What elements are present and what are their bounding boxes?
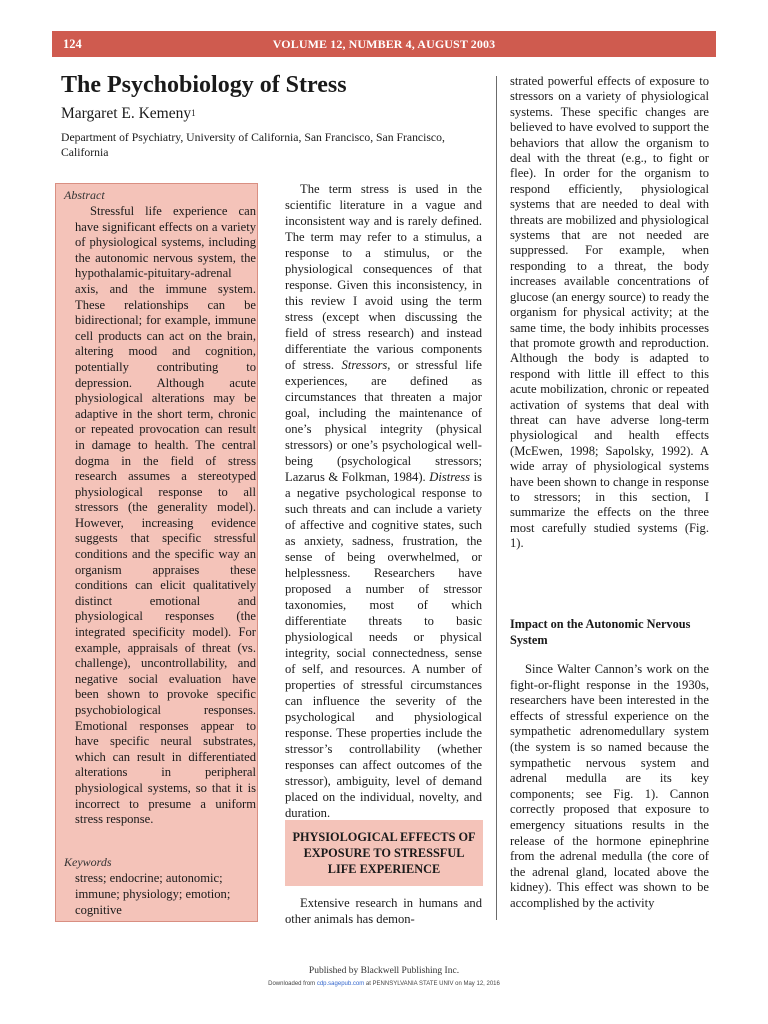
section-paragraph-start: Extensive research in humans and other animals has demon-	[285, 896, 482, 926]
author-affiliation: Department of Psychiatry, University of California, San Francisco, San Francisco, California	[61, 131, 445, 159]
body-column-2-intro	[285, 181, 482, 821]
autonomic-paragraph: Since Walter Cannon’s work on the fight-or-flight response in the 1930s, researchers have been interested in the effects of stressful experience on the sympathetic adrenomedullary system (the system is so named because the sympathetic nervous system and adrenal medulla are its key components; see Fig. 1). Cannon correctly proposed that exposure to emergency situations results in the release of the hormone epinephrine from the adrenal medulla (the core of the adrenal gland, located above the kidney). This effect was shown to be accomplished by the activity	[510, 662, 709, 910]
body-column-3-paragraph: strated powerful effects of exposure to stressors on a variety of physiological systems. These specific changes are believed to have evolved to support the behaviors that allow the organism to deal with the threat (e.g., to fight or flee). In order for the organism to respond efficiently, physiological systems that are needed to deal with threats are mobilized and physiological systems that are not needed are suppressed. For example, when responding to a threat, the body increases available concentrations of glucose (an energy source) to ready the organism for physical activity; at the same time, the body inhibits processes that promote growth and reproduction. Although the body is adapted to respond with little ill effect to this acute mobilization, chronic or repeated activation of systems that deal with threat can have adverse long-term physiological and health effects (McEwen, 1998; Sapolsky, 1992). A wide array of physiological systems have been shown to change in response to stressors; in this section, I summarize the effects on the three most carefully studied systems (Fig. 1).	[510, 74, 709, 551]
article-title: The Psychobiology of Stress	[61, 72, 347, 98]
author-footnote-mark: 1	[191, 108, 196, 118]
author-name: Margaret E. Kemeny	[61, 105, 192, 122]
term-stressors: Stressors	[341, 358, 388, 372]
abstract-heading: Abstract	[64, 188, 105, 202]
download-link[interactable]: cdp.sagepub.com	[316, 981, 365, 987]
issue-info: VOLUME 12, NUMBER 4, AUGUST 2003	[272, 36, 496, 51]
download-prefix: Downloaded from	[268, 981, 317, 987]
page-number: 124	[63, 36, 82, 51]
publisher-note: Published by Blackwell Publishing Inc.	[308, 966, 460, 976]
section-heading: PHYSIOLOGICAL EFFECTS OF EXPOSURE TO STRESSFUL LIFE EXPERIENCE	[292, 830, 476, 876]
column-divider	[496, 76, 497, 920]
journal-header-bar	[52, 31, 716, 57]
term-distress: Distress	[429, 470, 471, 484]
intro-text-3: is a negative psychological response to such threats and can include a variety of affective and cognitive states, such as anxiety, sadness, frustration, the sense of being overwhelmed, or helplessness. Researchers have proposed a number of stressor taxonomies, most of which differentiate threats to basic physiological needs or physical integrity, social connectedness, sense of self, and resources. A number of properties of stressful circumstances can influence the severity of the psychological and physiological response. These properties include the stressor’s controllability (whether responses can affect outcomes of the stressor), ambiguity, level of demand placed on the individual, novelty, and duration.	[285, 470, 482, 820]
keywords-heading: Keywords	[64, 855, 112, 869]
abstract-box	[55, 183, 258, 922]
author-line	[61, 104, 196, 124]
section-heading-box	[285, 820, 483, 886]
intro-text-1: The term stress is used in the scientific literature in a vague and inconsistent way and is rarely defined. The term may refer to a stimulus, a response to a stimulus, or the physiological consequences of that response. Given this inconsistency, in this review I avoid using the term stress (except when discussing the field of stress research) and instead differentiate the various components of stress.	[285, 182, 482, 372]
download-note	[0, 981, 768, 987]
intro-text-2: , or stressful life experiences, are defined as circumstances that threaten a major goal, including the maintenance of one’s physical integrity (physical stressors) or one’s psychological well-being (psychological stressors; Lazarus & Folkman, 1984).	[285, 358, 483, 484]
subsection-heading: Impact on the Autonomic Nervous System	[510, 617, 691, 647]
download-suffix: at PENNSYLVANIA STATE UNIV on May 12, 2016	[364, 981, 500, 987]
keywords-text: stress; endocrine; autonomic; immune; physiology; emotion; cognitive	[75, 871, 231, 917]
abstract-text: Stressful life experience can have significant effects on a variety of physiological systems, including the autonomic nervous system, the hypothalamic-pituitary-adrenal axis, and the immune system. These relationships can be bidirectional; for example, immune cell products can act on the brain, altering mood and cognition, potentially contributing to depression. Although acute physiological alterations may be adaptive in the short term, chronic or repeated provocation can result in damage to health. The central dogma in the field of stress research assumes a stereotyped physiological response to all stressors (the generality model). However, increasing evidence suggests that specific stressful conditions and the specific way an organism appraises these conditions can elicit qualitatively distinct emotional and physiological responses (the integrated specificity model). For example, appraisals of threat (vs. challenge), uncontrollability, and negative social evaluation have been shown to provoke specific psychobiological responses. Emotional responses appear to have specific neural substrates, which can result in differentiated alterations in peripheral physiological systems, so that it is incorrect to presume a uniform stress response.	[75, 204, 256, 827]
